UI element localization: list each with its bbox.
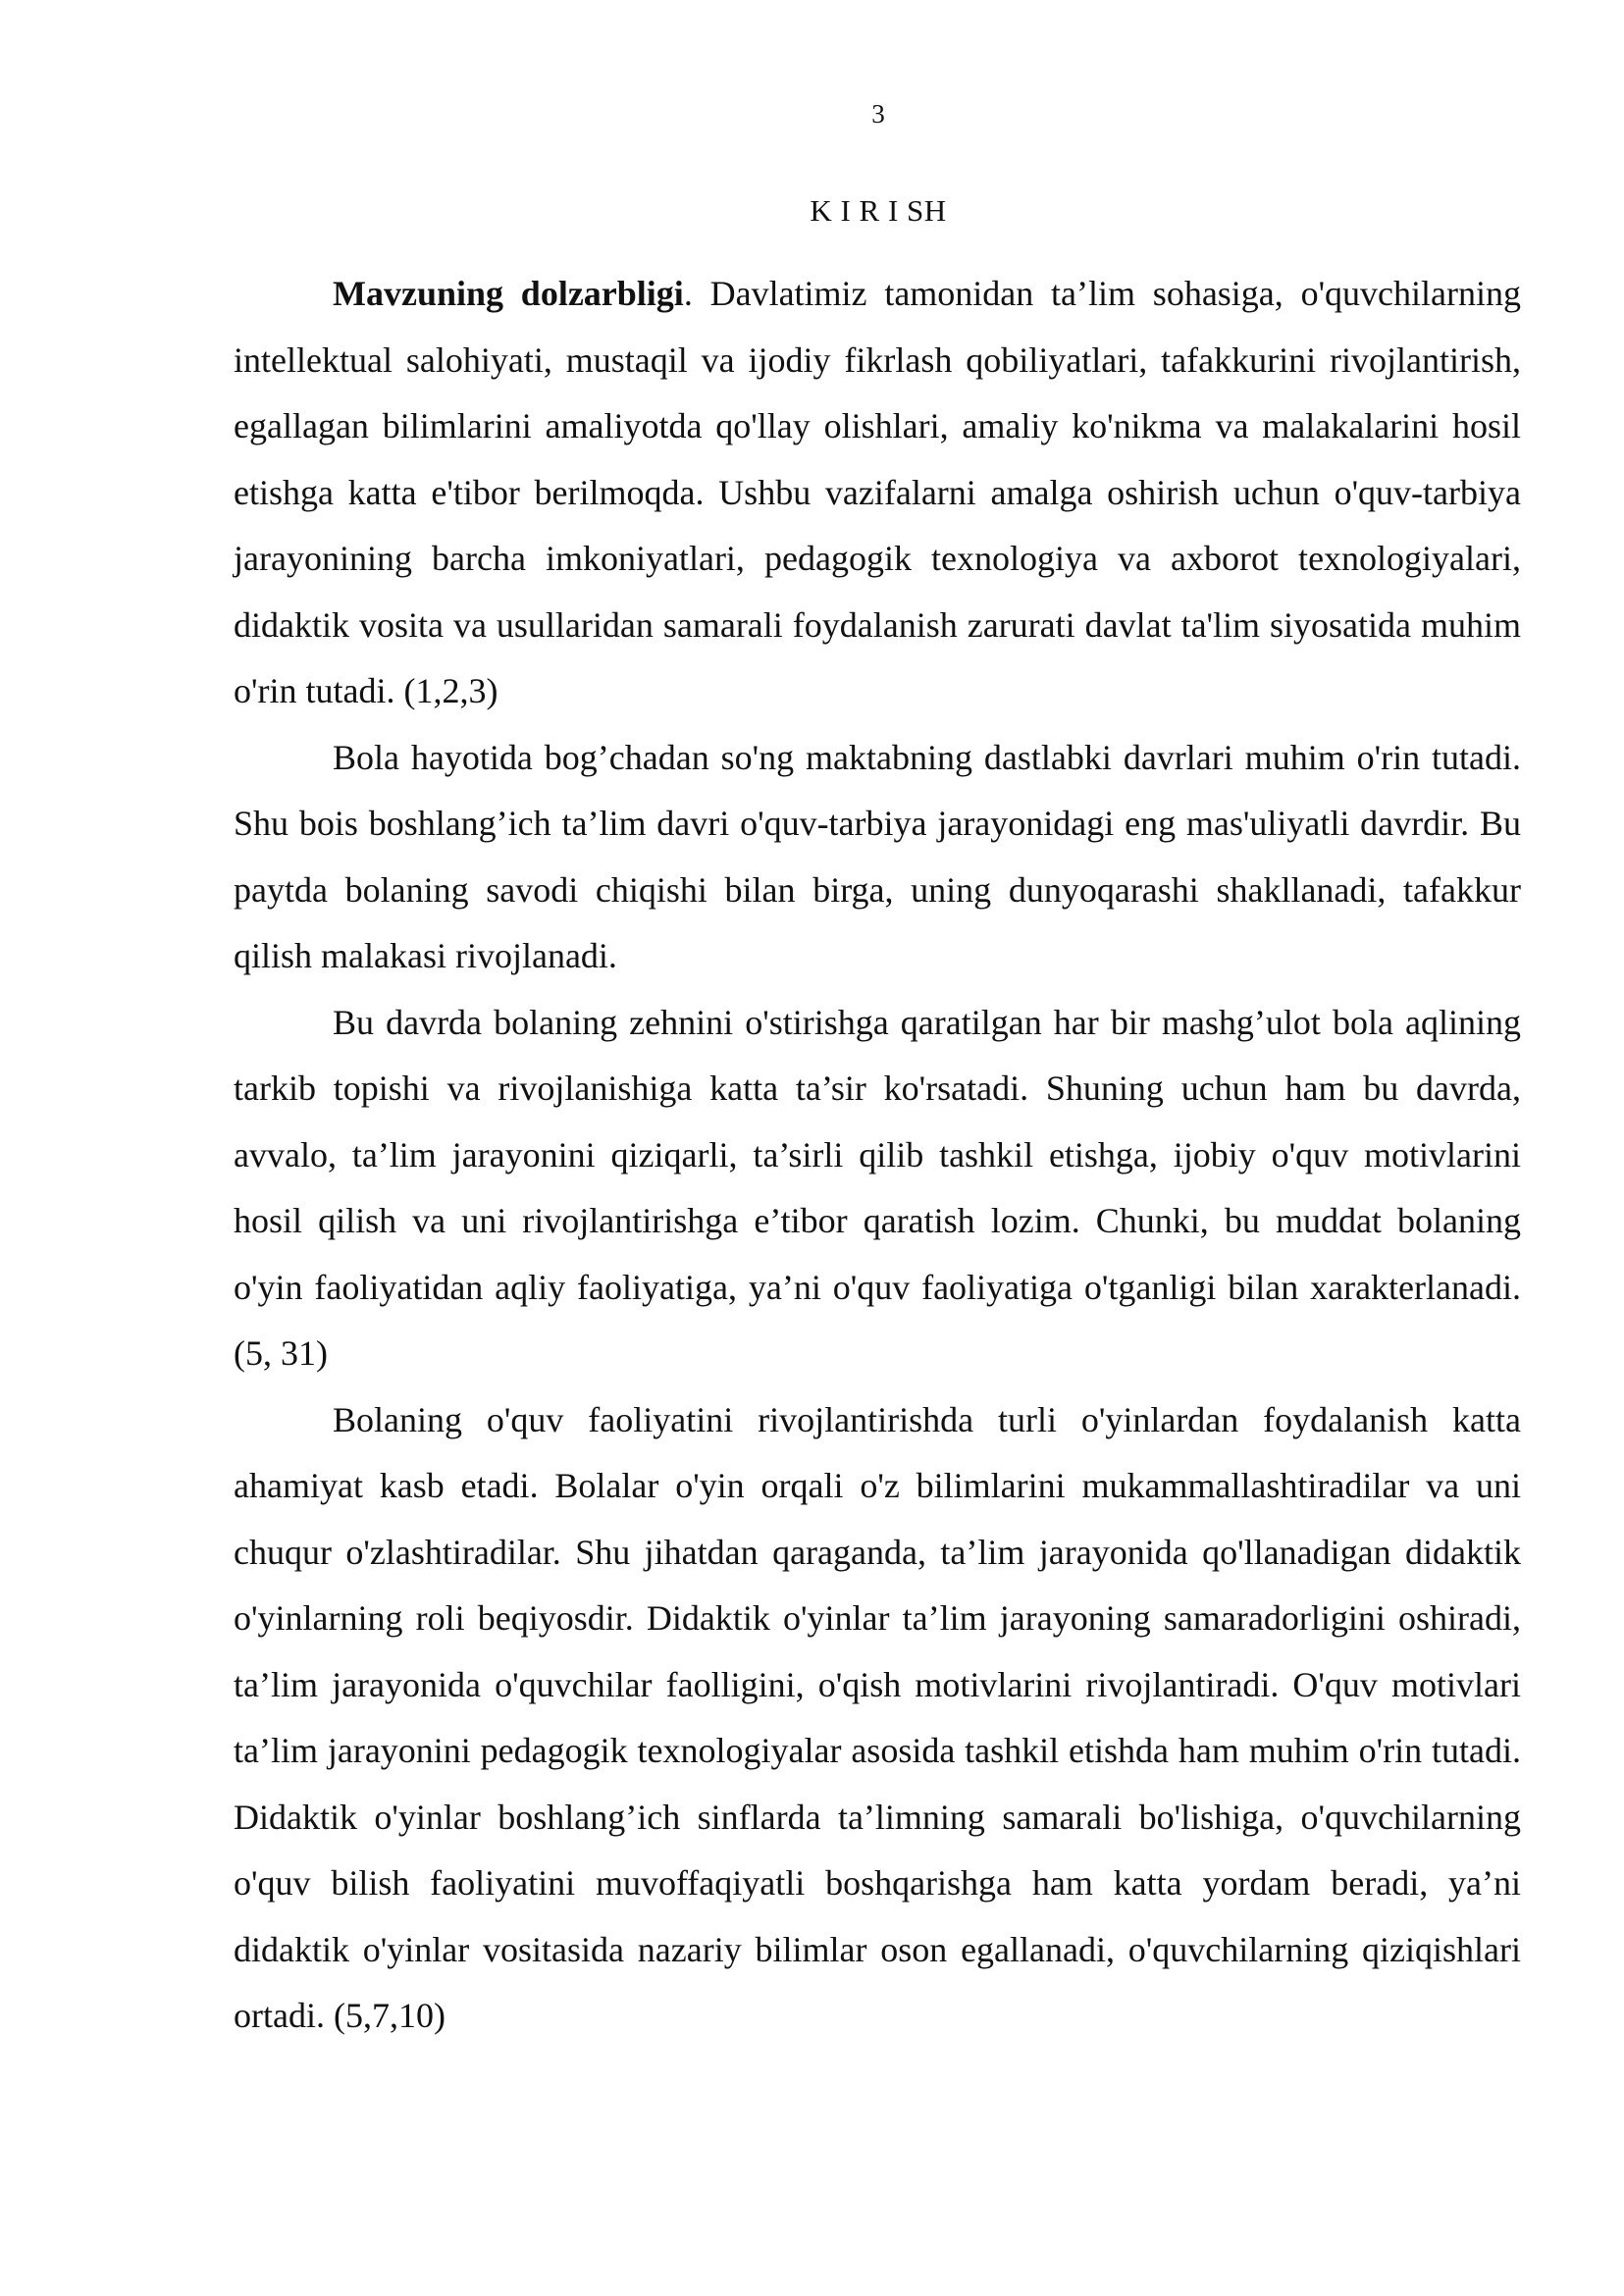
- section-heading: K I R I SH: [810, 193, 947, 228]
- paragraph-3: Bu davrda bolaning zehnini o'stirishga qaratilgan har bir mashg’ulot bola aqlining tarkib topishi va rivojlanishiga katta ta’sir ko'rsatadi. Shuning uchun ham bu davrda, avvalo, ta’lim jarayonini qiziqarli, ta’sirli qilib tashkil etishga, ijobiy o'quv motivlarini hosil qilish va uni rivojlantirishga e’tibor qaratish lozim. Chunki, bu muddat bolaning o'yin faoliyatidan aqliy faoliyatiga, ya’ni o'quv faoliyatiga o'tganligi bilan xarakterlanadi. (5, 31): [234, 1002, 1521, 1373]
- paragraph-2: Bola hayotida bog’chadan so'ng maktabning dastlabki davrlari muhim o'rin tutadi. Shu bois boshlang’ich ta’lim davri o'quv-tarbiya jarayonidagi eng mas'uliyatli davrdir. Bu paytda bolaning savodi chiqishi bilan birga, uning dunyoqarashi shakllanadi, tafakkur qilish malakasi rivojlanadi.: [234, 737, 1521, 975]
- paragraph-1: [234, 261, 1521, 725]
- page-number: 3: [871, 99, 885, 129]
- body-text: [234, 261, 1521, 2050]
- paragraph-lead: Mavzuning dolzarbligi: [333, 274, 684, 313]
- paragraph-4: Bolaning o'quv faoliyatini rivojlantirishda turli o'yinlardan foydalanish katta ahamiyat kasb etadi. Bolalar o'yin orqali o'z bilimlarini mukammallashtiradilar va uni chuqur o'zlashtiradilar. Shu jihatdan qaraganda, ta’lim jarayonida qo'llanadigan didaktik o'yinlarning roli beqiyosdir. Didaktik o'yinlar ta’lim jarayoning samaradorligini oshiradi, ta’lim jarayonida o'quvchilar faolligini, o'qish motivlarini rivojlantiradi. O'quv motivlari ta’lim jarayonini pedagogik texnologiyalar asosida tashkil etishda ham muhim o'rin tutadi. Didaktik o'yinlar boshlang’ich sinflarda ta’limning samarali bo'lishiga, o'quvchilarning o'quv bilish faoliyatini muvoffaqiyatli boshqarishga ham katta yordam beradi, ya’ni didaktik o'yinlar vositasida nazariy bilimlar oson egallanadi, o'quvchilarning qiziqishlari ortadi. (5,7,10): [234, 1399, 1521, 2035]
- paragraph-text: . Davlatimiz tamonidan ta’lim sohasiga, o'quvchilarning intellektual salohiyati, mustaqil va ijodiy fikrlash qobiliyatlari, tafakkurini rivojlantirish, egallagan bilimlarini amaliyotda qo'llay olishlari, amaliy ko'nikma va malakalarini hosil etishga katta e'tibor berilmoqda. Ushbu vazifalarni amalga oshirish uchun o'quv-tarbiya jarayonining barcha imkoniyatlari, pedagogik texnologiya va axborot texnologiyalari, didaktik vosita va usullaridan samarali foydalanish zarurati davlat ta'lim siyosatida muhim o'rin tutadi. (1,2,3): [234, 274, 1522, 710]
